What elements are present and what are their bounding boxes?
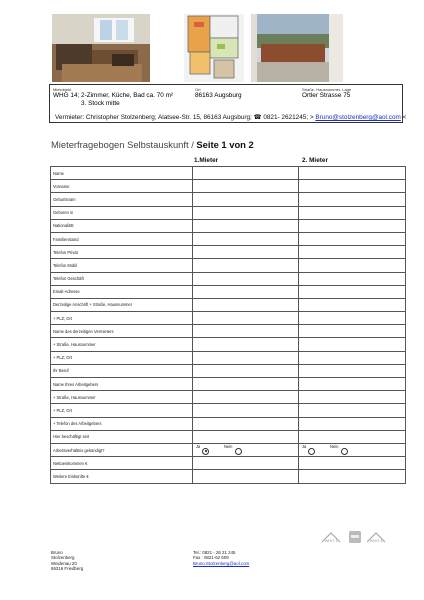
row-label: + PLZ, Ort [51, 312, 193, 325]
logo3-text: WHG 4 [369, 538, 383, 543]
input-cell-mieter1[interactable] [193, 272, 299, 285]
input-cell-mieter2[interactable] [299, 457, 406, 470]
strasse-label: Straße, Hausnummer, Lage [302, 87, 352, 92]
input-cell-mieter1[interactable] [193, 232, 299, 245]
row-label: Weitere Einkünfte € [51, 470, 193, 483]
row-label: + Telefon des Arbeitgebers [51, 417, 193, 430]
vermieter-email-link[interactable]: Bruno@stolzenberg@aol.com [315, 114, 401, 121]
row-label: Nettoeinkommen € [51, 457, 193, 470]
vermieter-suffix: < [400, 114, 407, 121]
input-cell-mieter1[interactable] [193, 457, 299, 470]
apartment-living-room-photo [52, 14, 150, 82]
input-cell-mieter2[interactable] [299, 338, 406, 351]
footer-addr-line: Weidenau 20 [51, 560, 77, 566]
input-cell-mieter2[interactable] [299, 430, 406, 443]
column-header-mieter1: 1.Mieter [194, 157, 219, 164]
row-label: Derzeitige Anschrift + Straße, Hausnummer [51, 298, 193, 311]
input-cell-mieter1[interactable] [193, 351, 299, 364]
input-cell-mieter1[interactable] [193, 470, 299, 483]
input-cell-mieter2[interactable] [299, 219, 406, 232]
input-cell-mieter2[interactable] [299, 298, 406, 311]
row-label: Ihr Beruf [51, 364, 193, 377]
footer-tel: Tel.: 0821 - 26 21 245 [193, 550, 236, 555]
input-cell-mieter2[interactable] [299, 272, 406, 285]
whg4-logo [365, 530, 387, 544]
table-row [51, 285, 406, 298]
table-row [51, 325, 406, 338]
input-cell-mieter1[interactable] [193, 312, 299, 325]
table-row [51, 351, 406, 364]
table-row [51, 167, 406, 180]
input-cell-mieter2[interactable] [299, 232, 406, 245]
table-row [51, 470, 406, 483]
radio-nein-label: Nein [224, 443, 233, 449]
table-row [51, 219, 406, 232]
whg1-logo [320, 530, 342, 544]
table-row [51, 378, 406, 391]
row-label: Telefon Geschäft [51, 272, 193, 285]
row-label: Vorname [51, 180, 193, 193]
input-cell-mieter2[interactable] [299, 364, 406, 377]
table-row [51, 312, 406, 325]
input-cell-mieter2[interactable] [299, 312, 406, 325]
table-row [51, 443, 406, 456]
row-label: Hier beschäftigt seit [51, 430, 193, 443]
input-cell-mieter2[interactable] [299, 404, 406, 417]
row-label: Nationalität [51, 219, 193, 232]
radio-nein-label: Nein [330, 443, 339, 449]
input-cell-mieter2[interactable] [299, 259, 406, 272]
row-label: Arbeitsverhältnis gekündigt? [51, 443, 193, 456]
input-cell-mieter1[interactable] [193, 378, 299, 391]
radio-nein-button[interactable] [235, 448, 242, 455]
input-cell-mieter2[interactable] [299, 351, 406, 364]
input-cell-mieter1[interactable] [193, 259, 299, 272]
table-row [51, 193, 406, 206]
table-row [51, 246, 406, 259]
footer-fax: Fax : 0821-62 609 [193, 555, 229, 561]
input-cell-mieter2[interactable] [299, 391, 406, 404]
input-cell-mieter1[interactable] [193, 404, 299, 417]
row-label: + Straße, Hausnummer [51, 391, 193, 404]
footer-contact [193, 550, 249, 566]
input-cell-mieter1[interactable] [193, 285, 299, 298]
table-row [51, 338, 406, 351]
input-cell-mieter2[interactable] [299, 417, 406, 430]
balcony-photo [251, 14, 343, 82]
questionnaire-table [50, 166, 406, 484]
column-header-mieter2: 2. Mieter [302, 157, 328, 164]
objekt-value: WHG 14; 2-Zimmer, Küche, Bad ca. 70 m² [53, 92, 174, 99]
radio-ja-label: Ja [196, 443, 201, 449]
row-label: Telefon Privat [51, 246, 193, 259]
table-row [51, 232, 406, 245]
page-title [51, 139, 254, 150]
strasse-value: Ortler Strasse 75 [302, 92, 351, 99]
floor-plan-image [184, 14, 244, 82]
input-cell-mieter1[interactable] [193, 430, 299, 443]
footer-email-link[interactable]: Bruno.Stolzenberg@aol.com [193, 560, 250, 566]
table-row [51, 298, 406, 311]
title-page: Seite 1 von 2 [196, 139, 254, 150]
input-cell-mieter1[interactable] [193, 364, 299, 377]
table-row [51, 404, 406, 417]
input-cell-mieter1[interactable] [193, 180, 299, 193]
input-cell-mieter2[interactable] [299, 378, 406, 391]
input-cell-mieter1[interactable] [193, 219, 299, 232]
objekt-label: Mietobjekt [53, 87, 72, 92]
radio-nein-button[interactable] [341, 448, 348, 455]
row-label: + PLZ, Ort [51, 351, 193, 364]
vermieter-text: Vermieter: Christopher Stolzenberg; Alatsee-Str. 15, 86163 Augsburg; ☎ 0821- 2621245; > [55, 114, 316, 121]
logo1-text: WHG 1 [324, 538, 338, 543]
objekt-value-2: 3. Stock mitte [81, 100, 120, 107]
input-cell-mieter1[interactable] [193, 325, 299, 338]
row-label: Name des derzeitigen Vermieters [51, 325, 193, 338]
table-row [51, 391, 406, 404]
radio-ja-button[interactable] [308, 448, 315, 455]
row-label: Email-Adresse [51, 285, 193, 298]
table-row [51, 457, 406, 470]
table-row [51, 180, 406, 193]
footer-addr-line: Stolzenberg [51, 555, 75, 561]
table-row [51, 206, 406, 219]
input-cell-mieter2[interactable] [299, 285, 406, 298]
kuendigung-radio-group-mieter1 [193, 443, 299, 456]
vermieter-line [55, 113, 406, 121]
input-cell-mieter2[interactable] [299, 206, 406, 219]
row-label: Telefon Mobil [51, 259, 193, 272]
footer-addr-line: 86316 Friedberg [51, 565, 84, 571]
input-cell-mieter2[interactable] [299, 246, 406, 259]
input-cell-mieter1[interactable] [193, 417, 299, 430]
table-row [51, 364, 406, 377]
row-label: Name Ihres Arbeitgebers [51, 378, 193, 391]
title-main: Mieterfragebogen Selbstauskunft / [51, 139, 197, 150]
table-row [51, 272, 406, 285]
ort-value: 86163 Augsburg [195, 92, 242, 99]
property-info-box [49, 84, 407, 123]
input-cell-mieter1[interactable] [193, 206, 299, 219]
input-cell-mieter1[interactable] [193, 338, 299, 351]
input-cell-mieter1[interactable] [193, 298, 299, 311]
input-cell-mieter2[interactable] [299, 470, 406, 483]
input-cell-mieter1[interactable] [193, 246, 299, 259]
row-label: Geboren in [51, 206, 193, 219]
ort-label: Ort [195, 87, 201, 92]
footer-addr-line: Bruno [51, 550, 63, 555]
input-cell-mieter1[interactable] [193, 391, 299, 404]
row-label: Geburtsnam [51, 193, 193, 206]
radio-ja-label: Ja [302, 443, 307, 449]
input-cell-mieter1[interactable] [193, 167, 299, 180]
radio-ja-button[interactable] [202, 448, 209, 455]
footer-address [51, 550, 83, 571]
table-row [51, 259, 406, 272]
row-label: Familienstand [51, 232, 193, 245]
input-cell-mieter2[interactable] [299, 180, 406, 193]
brand-logo [348, 530, 362, 544]
input-cell-mieter2[interactable] [299, 167, 406, 180]
input-cell-mieter1[interactable] [193, 193, 299, 206]
kuendigung-radio-group-mieter2 [299, 443, 406, 456]
row-label: + PLZ, Ort [51, 404, 193, 417]
table-row [51, 417, 406, 430]
row-label: Name [51, 167, 193, 180]
input-cell-mieter2[interactable] [299, 325, 406, 338]
input-cell-mieter2[interactable] [299, 193, 406, 206]
row-label: + Straße, Hausnummer [51, 338, 193, 351]
table-row [51, 430, 406, 443]
